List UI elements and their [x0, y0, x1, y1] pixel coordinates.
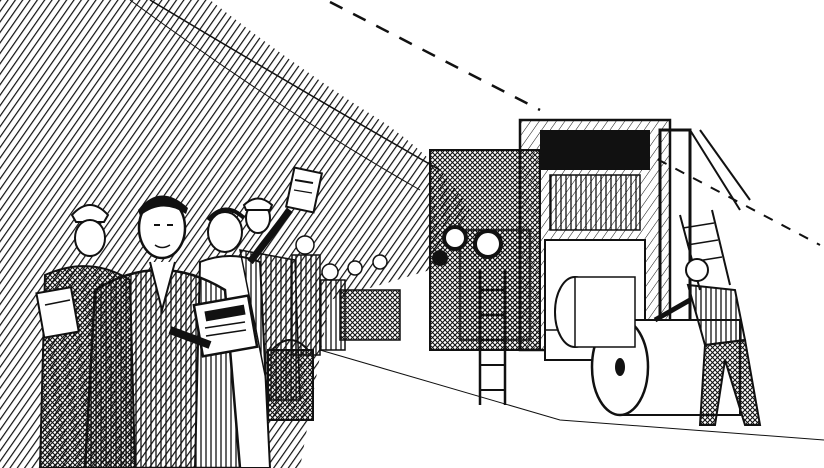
- basket: [268, 340, 313, 420]
